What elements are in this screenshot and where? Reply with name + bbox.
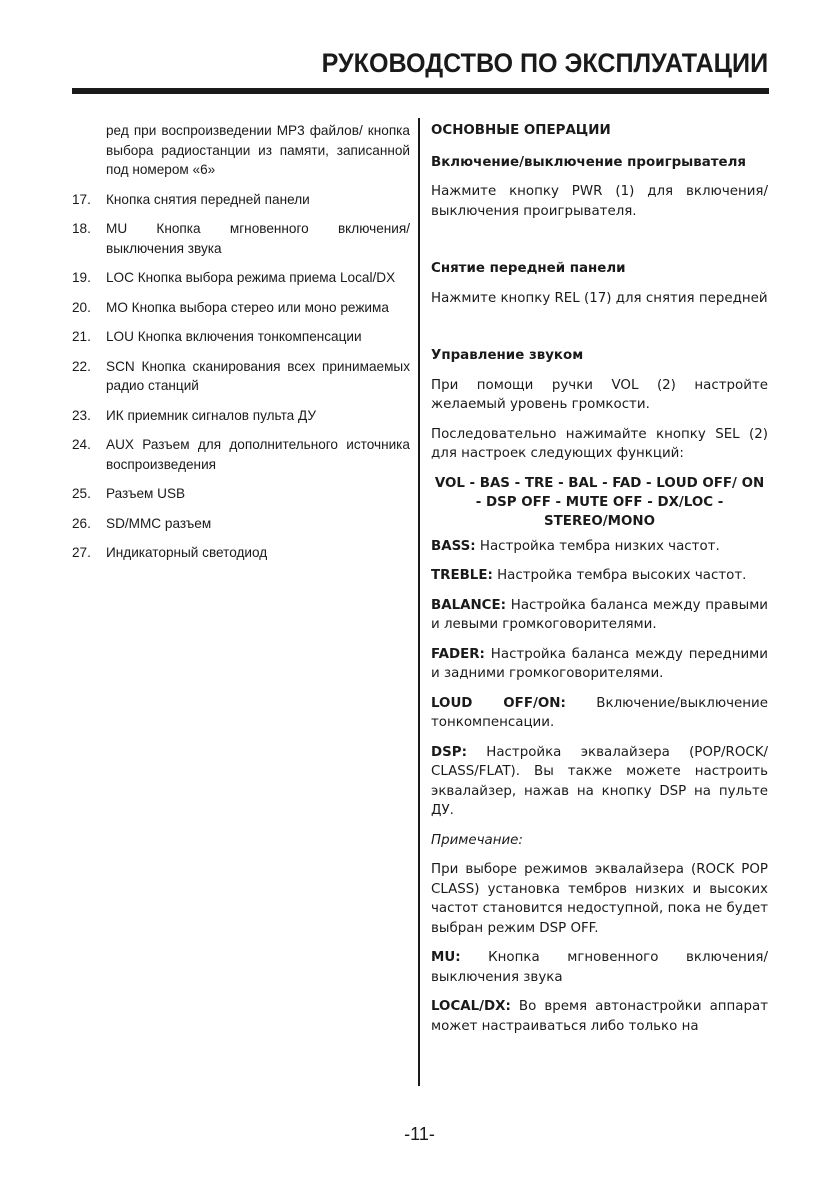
section-title: ОСНОВНЫЕ ОПЕРАЦИИ — [431, 123, 611, 138]
bass-paragraph — [431, 537, 768, 557]
list-item — [72, 514, 410, 534]
continuation-text: ред при воспроизведении MP3 файлов/ кнопка выбора радиостанции из памяти, записанной под номером «6» — [106, 123, 410, 177]
sound-text: Последовательно нажимайте кнопку SEL (2) для настроек следующих функций: — [431, 426, 768, 461]
loud-text: Включение/выключение тонкомпенсации. — [431, 695, 768, 730]
item-number: 21. — [72, 329, 91, 344]
item-number: 17. — [72, 191, 91, 207]
treble-term: TREBLE: — [431, 568, 493, 583]
list-item — [72, 268, 410, 288]
dsp-paragraph — [431, 743, 768, 821]
fader-paragraph — [431, 645, 768, 684]
local-term: LOCAL/DX: — [431, 999, 511, 1014]
local-paragraph — [431, 997, 768, 1036]
page-title: РУКОВОДСТВО ПО ЭКСПЛУАТАЦИИ — [321, 48, 768, 78]
function-sequence: VOL - BAS - TRE - BAL - FAD - LOUD OFF/ ON - DSP OFF - MUTE OFF - DX/LOC - STEREO/MONO — [434, 475, 765, 529]
fader-text: Настройка баланса между передними и задними громкоговорителями. — [431, 646, 768, 681]
mu-term: MU: — [431, 950, 461, 965]
bass-text: Настройка тембра низких частот. — [479, 538, 720, 554]
note-text: При выборе режимов эквалайзера (ROCK POP CLASS) установка тембров низких и высоких частот становится недоступной, пока не будет выбран режим DSP OFF. — [431, 862, 768, 936]
item-number: 20. — [72, 299, 91, 315]
page-number: -11- — [404, 1124, 435, 1144]
list-item — [72, 190, 410, 210]
item-number: 24. — [72, 437, 91, 452]
item-number: 19. — [72, 270, 91, 285]
header-rule — [72, 88, 769, 94]
panel-heading: Снятие передней панели — [431, 261, 626, 276]
dsp-text: Настройка эквалайзера (POP/ROCK/ CLASS/FLAT). Вы также можете настроить эквалайзер, нажав на кнопку DSP на пульте ДУ. — [431, 744, 768, 818]
item-number: 22. — [72, 358, 91, 374]
list-item — [72, 484, 410, 504]
list-item — [72, 435, 410, 474]
fader-term: FADER: — [431, 646, 485, 662]
item-text: LOU Кнопка включения тонкомпенсации — [106, 329, 362, 344]
item-number: 25. — [72, 486, 91, 501]
item-number: 23. — [72, 407, 91, 423]
loud-paragraph — [431, 694, 768, 733]
list-item — [72, 406, 410, 426]
item-number: 26. — [72, 515, 91, 531]
balance-term: BALANCE: — [431, 597, 507, 613]
list-item — [72, 327, 410, 347]
sound-heading: Управление звуком — [431, 348, 584, 363]
left-column — [72, 121, 410, 573]
balance-text: Настройка баланса между правыми и левыми громкоговорителями. — [431, 597, 768, 632]
panel-text: Нажмите кнопку REL (17) для снятия передней — [431, 290, 768, 306]
item-text: Кнопка снятия передней панели — [106, 191, 310, 207]
item-text: SD/MMC разъем — [106, 515, 212, 531]
right-column — [431, 121, 768, 1046]
list-item — [72, 298, 410, 318]
column-divider — [418, 118, 420, 1086]
item-text: Индикаторный светодиод — [106, 545, 268, 560]
note-label: Примечание: — [431, 832, 523, 848]
local-text: Во время автонастройки аппарат может настраиваться либо только на — [431, 999, 769, 1034]
item-number: 18. — [72, 221, 91, 236]
item-text: MU Кнопка мгновенного включения/выключения звука — [106, 221, 410, 256]
item-text: ИК приемник сигналов пульта ДУ — [106, 407, 316, 423]
list-item — [72, 543, 410, 563]
list-item — [72, 219, 410, 258]
item-text: Разъем USB — [106, 486, 186, 501]
power-heading: Включение/выключение проигрывателя — [431, 154, 747, 170]
item-text: SCN Кнопка сканирования всех принимаемых радио станций — [106, 358, 410, 393]
treble-text: Настройка тембра высоких частот. — [497, 568, 747, 583]
power-text: Нажмите кнопку PWR (1) для включения/выключения проигрывателя. — [431, 184, 768, 219]
sound-text: При помощи ручки VOL (2) настройте желаемый уровень громкости. — [431, 377, 768, 412]
item-number: 27. — [72, 545, 91, 560]
item-text: AUX Разъем для дополнительного источника воспроизведения — [106, 437, 410, 472]
treble-paragraph — [431, 566, 768, 586]
spacer — [431, 318, 768, 346]
item-text: LOC Кнопка выбора режима приема Local/DX — [106, 270, 396, 285]
spacer — [431, 231, 768, 259]
item-text: MO Кнопка выбора стерео или моно режима — [106, 299, 389, 315]
dsp-term: DSP: — [431, 744, 467, 760]
mu-text: Кнопка мгновенного включения/выключения звука — [431, 950, 768, 985]
balance-paragraph — [431, 596, 768, 635]
bass-term: BASS: — [431, 538, 476, 554]
list-item — [72, 357, 410, 396]
loud-term: LOUD OFF/ON: — [431, 695, 566, 711]
mu-paragraph — [431, 948, 768, 987]
